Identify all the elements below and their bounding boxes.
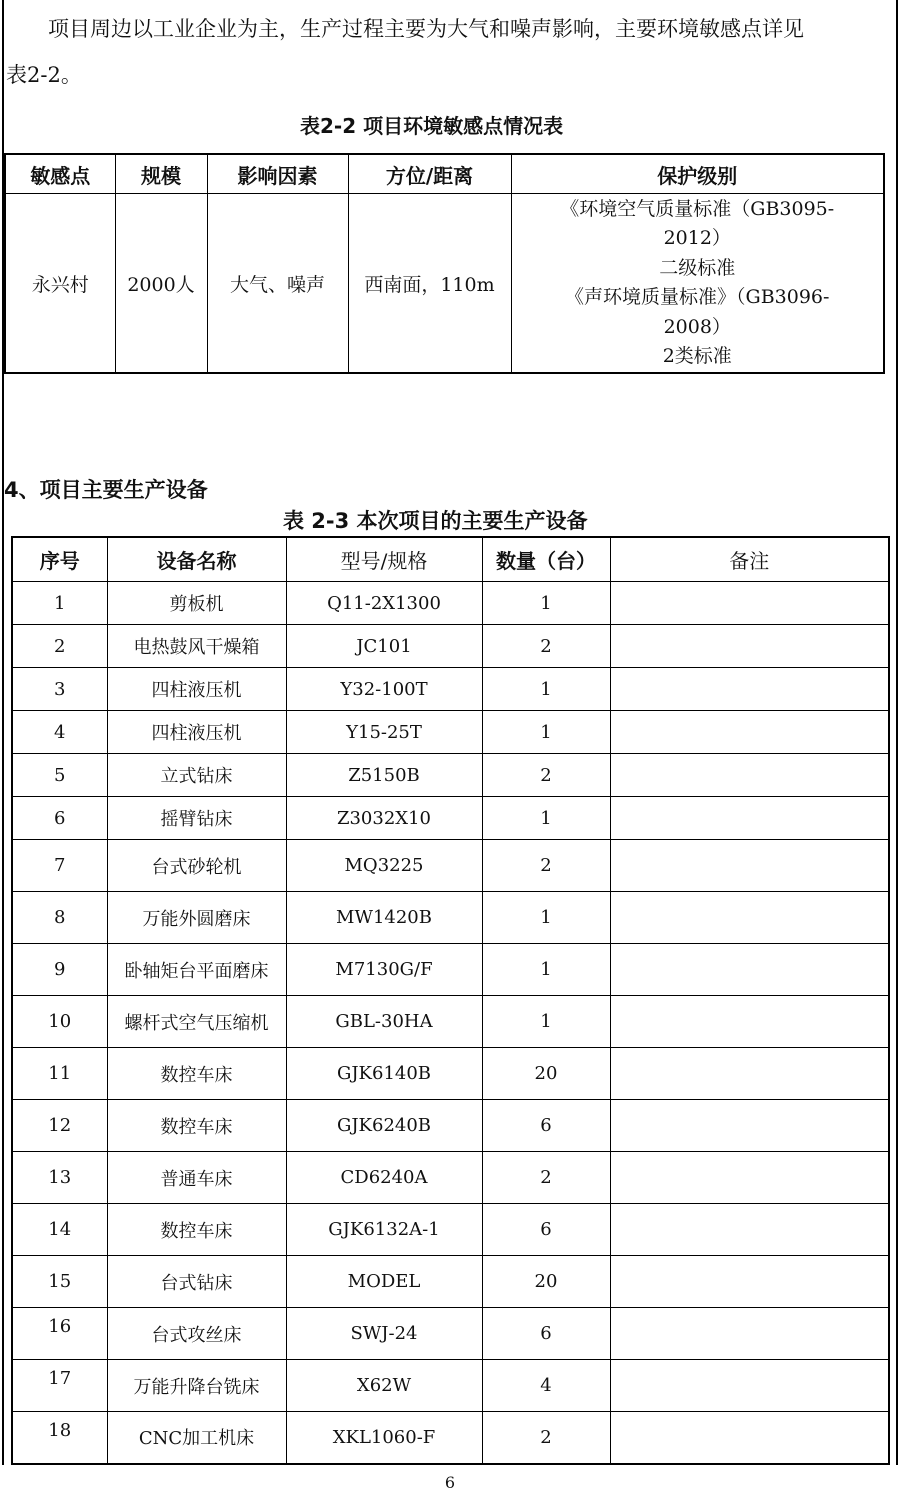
- equipment-name-cell: 数控车床: [107, 1048, 286, 1100]
- table-row: [12, 1204, 889, 1256]
- protection-line: 《声环境质量标准》（GB3096-: [565, 286, 830, 308]
- model-cell: MW1420B: [286, 892, 482, 944]
- row-number-cell: 13: [12, 1152, 107, 1204]
- quantity-cell: 2: [482, 625, 610, 668]
- equipment-name-cell: 卧轴矩台平面磨床: [107, 944, 286, 996]
- table-row: [12, 1412, 889, 1464]
- table-row: [12, 1152, 889, 1204]
- note-cell: [610, 668, 889, 711]
- table-row: [12, 668, 889, 711]
- equipment-name-cell: CNC加工机床: [107, 1412, 286, 1464]
- model-cell: GBL-30HA: [286, 996, 482, 1048]
- row-number-cell: 2: [12, 625, 107, 668]
- model-cell: JC101: [286, 625, 482, 668]
- row-number-cell: 10: [12, 996, 107, 1048]
- protection-cell: [511, 194, 884, 374]
- row-number-cell: 8: [12, 892, 107, 944]
- frame-right-line: [896, 0, 898, 1465]
- row-number-cell: 9: [12, 944, 107, 996]
- note-cell: [610, 1360, 889, 1412]
- note-cell: [610, 840, 889, 892]
- quantity-cell: 6: [482, 1100, 610, 1152]
- row-number-cell: 7: [12, 840, 107, 892]
- row-number-cell: 12: [12, 1100, 107, 1152]
- header-cell: 设备名称: [107, 537, 286, 582]
- sensitive-points-table: [4, 153, 885, 374]
- table-2-2-caption: 表2-2 项目环境敏感点情况表: [300, 114, 564, 138]
- table-header-row: [5, 154, 884, 194]
- quantity-cell: 6: [482, 1308, 610, 1360]
- intro-line-1: 项目周边以工业企业为主，生产过程主要为大气和噪声影响，主要环境敏感点详见: [48, 17, 804, 41]
- intro-line-2: 表2-2。: [6, 63, 82, 87]
- row-number-cell: 4: [12, 711, 107, 754]
- protection-line: 2类标准: [662, 345, 732, 367]
- equipment-name-cell: 电热鼓风干燥箱: [107, 625, 286, 668]
- header-cell: 敏感点: [5, 154, 115, 194]
- direction-cell: 西南面，110m: [348, 194, 511, 374]
- table-row: [12, 1048, 889, 1100]
- note-cell: [610, 944, 889, 996]
- table-row: [12, 1360, 889, 1412]
- sensitive-point-cell: 永兴村: [5, 194, 115, 374]
- header-cell: 影响因素: [207, 154, 348, 194]
- model-cell: MODEL: [286, 1256, 482, 1308]
- equipment-name-cell: 台式砂轮机: [107, 840, 286, 892]
- model-cell: SWJ-24: [286, 1308, 482, 1360]
- quantity-cell: 20: [482, 1048, 610, 1100]
- equipment-name-cell: 四柱液压机: [107, 668, 286, 711]
- equipment-name-cell: 立式钻床: [107, 754, 286, 797]
- table-header-row: [12, 537, 889, 582]
- intro-paragraph: [6, 6, 892, 98]
- equipment-name-cell: 台式攻丝床: [107, 1308, 286, 1360]
- factor-cell: 大气、噪声: [207, 194, 348, 374]
- equipment-name-cell: 摇臂钻床: [107, 797, 286, 840]
- quantity-cell: 4: [482, 1360, 610, 1412]
- note-cell: [610, 996, 889, 1048]
- quantity-cell: 1: [482, 996, 610, 1048]
- table-row: [12, 1100, 889, 1152]
- equipment-name-cell: 数控车床: [107, 1204, 286, 1256]
- table-row: [12, 582, 889, 625]
- table-row: [12, 797, 889, 840]
- table-2-3-caption: 表 2-3 本次项目的主要生产设备: [283, 509, 588, 533]
- protection-line: 2008）: [663, 315, 731, 338]
- table-row: [12, 1308, 889, 1360]
- note-cell: [610, 582, 889, 625]
- note-cell: [610, 1048, 889, 1100]
- table-row: [12, 754, 889, 797]
- quantity-cell: 1: [482, 892, 610, 944]
- model-cell: Y32-100T: [286, 668, 482, 711]
- row-number-cell: 16: [12, 1308, 107, 1360]
- protection-line: 二级标准: [659, 256, 736, 279]
- protection-line: 《环境空气质量标准（GB3095-: [560, 197, 835, 220]
- equipment-name-cell: 万能升降台铣床: [107, 1360, 286, 1412]
- quantity-cell: 1: [482, 944, 610, 996]
- quantity-cell: 6: [482, 1204, 610, 1256]
- row-number-cell: 18: [12, 1412, 107, 1464]
- note-cell: [610, 797, 889, 840]
- row-number-cell: 1: [12, 582, 107, 625]
- equipment-name-cell: 四柱液压机: [107, 711, 286, 754]
- equipment-table: [11, 536, 890, 1465]
- model-cell: GJK6240B: [286, 1100, 482, 1152]
- table-row: [12, 1256, 889, 1308]
- table-row: [12, 840, 889, 892]
- model-cell: X62W: [286, 1360, 482, 1412]
- note-cell: [610, 1308, 889, 1360]
- equipment-name-cell: 台式钻床: [107, 1256, 286, 1308]
- table-row: [12, 892, 889, 944]
- header-cell: 备注: [610, 537, 889, 582]
- model-cell: GJK6132A-1: [286, 1204, 482, 1256]
- row-number-cell: 3: [12, 668, 107, 711]
- header-cell: 方位/距离: [348, 154, 511, 194]
- row-number-cell: 15: [12, 1256, 107, 1308]
- model-cell: GJK6140B: [286, 1048, 482, 1100]
- equipment-name-cell: 万能外圆磨床: [107, 892, 286, 944]
- model-cell: Z3032X10: [286, 797, 482, 840]
- table-row: [12, 944, 889, 996]
- protection-line: 2012）: [663, 227, 731, 249]
- equipment-name-cell: 螺杆式空气压缩机: [107, 996, 286, 1048]
- header-cell: 规模: [115, 154, 207, 194]
- quantity-cell: 20: [482, 1256, 610, 1308]
- model-cell: Q11-2X1300: [286, 582, 482, 625]
- quantity-cell: 1: [482, 668, 610, 711]
- row-number-cell: 17: [12, 1360, 107, 1412]
- model-cell: MQ3225: [286, 840, 482, 892]
- row-number-cell: 11: [12, 1048, 107, 1100]
- quantity-cell: 2: [482, 754, 610, 797]
- model-cell: M7130G/F: [286, 944, 482, 996]
- model-cell: CD6240A: [286, 1152, 482, 1204]
- row-number-cell: 14: [12, 1204, 107, 1256]
- row-number-cell: 5: [12, 754, 107, 797]
- model-cell: Y15-25T: [286, 711, 482, 754]
- table-row: [12, 996, 889, 1048]
- note-cell: [610, 892, 889, 944]
- row-number-cell: 6: [12, 797, 107, 840]
- note-cell: [610, 1412, 889, 1464]
- quantity-cell: 2: [482, 1412, 610, 1464]
- table-row: [5, 194, 884, 374]
- quantity-cell: 2: [482, 840, 610, 892]
- model-cell: Z5150B: [286, 754, 482, 797]
- quantity-cell: 1: [482, 582, 610, 625]
- header-cell: 序号: [12, 537, 107, 582]
- table-row: [12, 711, 889, 754]
- note-cell: [610, 711, 889, 754]
- note-cell: [610, 754, 889, 797]
- page-number: 6: [444, 1473, 456, 1492]
- header-cell: 保护级别: [511, 154, 884, 194]
- quantity-cell: 2: [482, 1152, 610, 1204]
- note-cell: [610, 1152, 889, 1204]
- header-cell: 数量（台）: [482, 537, 610, 582]
- equipment-name-cell: 剪板机: [107, 582, 286, 625]
- header-cell: 型号/规格: [286, 537, 482, 582]
- note-cell: [610, 1204, 889, 1256]
- note-cell: [610, 625, 889, 668]
- section-4-heading: 4、项目主要生产设备: [4, 478, 208, 502]
- quantity-cell: 1: [482, 797, 610, 840]
- equipment-name-cell: 数控车床: [107, 1100, 286, 1152]
- table-row: [12, 625, 889, 668]
- model-cell: XKL1060-F: [286, 1412, 482, 1464]
- note-cell: [610, 1256, 889, 1308]
- equipment-name-cell: 普通车床: [107, 1152, 286, 1204]
- scale-cell: 2000人: [115, 194, 207, 374]
- quantity-cell: 1: [482, 711, 610, 754]
- note-cell: [610, 1100, 889, 1152]
